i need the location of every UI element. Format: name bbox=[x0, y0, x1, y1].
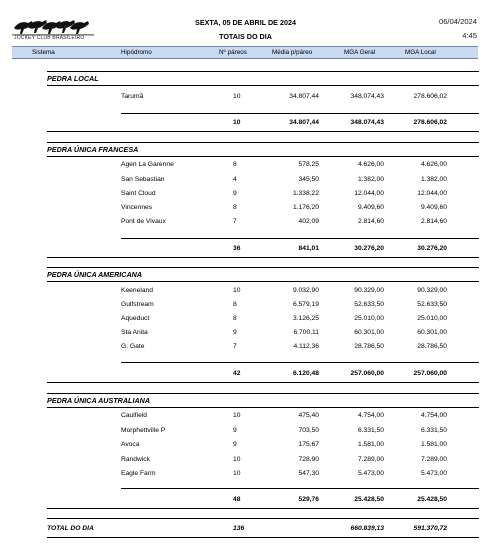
grand-total-local: 591.370,72 bbox=[413, 525, 447, 532]
race-count: 9 bbox=[233, 441, 237, 448]
track-name: G. Gate bbox=[121, 343, 145, 350]
table-row bbox=[0, 441, 491, 453]
mga-geral-value: 52.633,50 bbox=[354, 301, 384, 308]
section-total-row bbox=[0, 245, 491, 257]
table-row bbox=[0, 412, 491, 424]
race-count: 9 bbox=[233, 190, 237, 197]
table-row bbox=[0, 343, 491, 355]
divider-line bbox=[47, 257, 479, 258]
average-per-race: 475,40 bbox=[298, 412, 319, 419]
track-name: Avoca bbox=[121, 441, 140, 448]
mga-local-value: 2.814,60 bbox=[420, 218, 447, 225]
track-name: Morphettville P bbox=[121, 427, 166, 434]
race-count: 42 bbox=[233, 370, 241, 377]
table-row bbox=[0, 315, 491, 327]
report-date: 06/04/2024 bbox=[438, 17, 477, 26]
mga-local-value: 6.331,50 bbox=[420, 427, 447, 434]
average-per-race: 345,50 bbox=[298, 176, 319, 183]
divider-line bbox=[47, 518, 479, 519]
mga-geral-value: 348.074,43 bbox=[350, 119, 384, 126]
col-sistema: Sistema bbox=[32, 49, 55, 56]
average-per-race: 6.700,11 bbox=[293, 329, 319, 336]
average-per-race: 6.579,19 bbox=[292, 301, 319, 308]
table-row bbox=[0, 456, 491, 468]
track-name: Tarumã bbox=[121, 93, 144, 100]
divider-line bbox=[47, 393, 479, 394]
race-count: 36 bbox=[233, 245, 241, 252]
track-name: Aqueduct bbox=[121, 315, 150, 322]
grand-total-geral: 660.839,13 bbox=[350, 525, 384, 532]
section-total-row bbox=[0, 496, 491, 508]
mga-geral-value: 4.626,00 bbox=[357, 161, 384, 168]
table-row bbox=[0, 427, 491, 439]
race-count: 9 bbox=[233, 329, 237, 336]
divider-line bbox=[47, 142, 479, 143]
average-per-race: 3.126,25 bbox=[292, 315, 319, 322]
table-row bbox=[0, 190, 491, 202]
race-count: 10 bbox=[233, 287, 241, 294]
track-name: San Sebastian bbox=[121, 176, 165, 183]
table-row bbox=[0, 161, 491, 173]
average-per-race: 9.032,90 bbox=[292, 287, 319, 294]
race-count: 7 bbox=[233, 218, 237, 225]
table-row bbox=[0, 93, 491, 105]
table-row bbox=[0, 218, 491, 230]
mga-geral-value: 2.814,60 bbox=[357, 218, 384, 225]
divider-line bbox=[47, 131, 479, 132]
track-name: Saint Cloud bbox=[121, 190, 156, 197]
average-per-race: 175,67 bbox=[298, 441, 319, 448]
report-subtitle: TOTAIS DO DIA bbox=[219, 32, 272, 41]
mga-local-value: 9.409,60 bbox=[420, 204, 447, 211]
mga-local-value: 30.276,20 bbox=[417, 245, 447, 252]
divider-line bbox=[121, 362, 479, 363]
mga-local-value: 257.060,00 bbox=[413, 370, 447, 377]
race-count: 10 bbox=[233, 456, 241, 463]
report-time: 4:45 bbox=[462, 31, 477, 40]
section-title: PEDRA ÚNICA AUSTRALIANA bbox=[47, 396, 151, 405]
divider-line bbox=[47, 407, 479, 408]
col-mga-geral: MGA Geral bbox=[344, 49, 376, 56]
mga-geral-value: 7.289,00 bbox=[357, 456, 384, 463]
track-name: Vincennes bbox=[121, 204, 153, 211]
track-name: Agen La Garenne bbox=[121, 161, 174, 168]
col-n-pareos: Nº páreos bbox=[219, 49, 247, 56]
grand-total-label: TOTAL DO DIA bbox=[47, 525, 94, 532]
race-count: 10 bbox=[233, 93, 241, 100]
average-per-race: 1.176,20 bbox=[292, 204, 319, 211]
average-per-race: 578,25 bbox=[298, 161, 319, 168]
table-row bbox=[0, 204, 491, 216]
mga-local-value: 4.754,00 bbox=[420, 412, 447, 419]
average-per-race: 547,30 bbox=[298, 470, 319, 477]
race-count: 8 bbox=[233, 315, 237, 322]
col-hipodromo: Hipódromo bbox=[121, 49, 152, 56]
mga-local-value: 12.044,00 bbox=[417, 190, 447, 197]
mga-local-value: 278.606,02 bbox=[413, 93, 447, 100]
mga-geral-value: 90.329,00 bbox=[354, 287, 384, 294]
divider-line bbox=[47, 281, 479, 282]
table-row bbox=[0, 301, 491, 313]
track-name: Gulfstream bbox=[121, 301, 154, 308]
mga-geral-value: 25.010,00 bbox=[354, 315, 384, 322]
mga-geral-value: 6.331,50 bbox=[357, 427, 384, 434]
divider-line bbox=[47, 85, 479, 86]
mga-local-value: 278.606,02 bbox=[413, 119, 447, 126]
col-mga-local: MGA Local bbox=[405, 49, 436, 56]
track-name: Caulfield bbox=[121, 412, 148, 419]
mga-local-value: 1.382,00 bbox=[420, 176, 447, 183]
race-count: 8 bbox=[233, 204, 237, 211]
race-count: 8 bbox=[233, 301, 237, 308]
track-name: Eagle Farm bbox=[121, 470, 156, 477]
mga-geral-value: 28.786,50 bbox=[354, 343, 384, 350]
grand-total-count: 136 bbox=[233, 525, 245, 532]
average-per-race: 529,76 bbox=[298, 496, 319, 503]
report-title: SEXTA, 05 DE ABRIL DE 2024 bbox=[195, 18, 296, 27]
mga-geral-value: 5.473,00 bbox=[357, 470, 384, 477]
table-row bbox=[0, 470, 491, 482]
track-name: Keeneland bbox=[121, 287, 153, 294]
divider-line bbox=[47, 382, 479, 383]
table-row bbox=[0, 287, 491, 299]
logo-label: JOCKEY CLUB BRASILEIRO bbox=[14, 35, 85, 41]
divider-line bbox=[121, 488, 479, 489]
section-title: PEDRA ÚNICA AMERICANA bbox=[47, 270, 143, 279]
track-name: Sta Anita bbox=[121, 329, 148, 336]
track-name: Randwick bbox=[121, 456, 150, 463]
divider-line bbox=[47, 267, 479, 268]
average-per-race: 728,90 bbox=[298, 456, 319, 463]
mga-geral-value: 60.301,00 bbox=[354, 329, 384, 336]
mga-geral-value: 1.581,00 bbox=[357, 441, 384, 448]
mga-local-value: 28.786,50 bbox=[417, 343, 447, 350]
table-row bbox=[0, 329, 491, 341]
divider-line bbox=[47, 71, 479, 72]
average-per-race: 1.338,22 bbox=[292, 190, 319, 197]
mga-local-value: 5.473,00 bbox=[420, 470, 447, 477]
mga-local-value: 4.626,00 bbox=[420, 161, 447, 168]
mga-local-value: 52.633,50 bbox=[417, 301, 447, 308]
mga-geral-value: 257.060,00 bbox=[350, 370, 384, 377]
mga-geral-value: 12.044,00 bbox=[354, 190, 384, 197]
mga-local-value: 25.428,50 bbox=[417, 496, 447, 503]
race-count: 10 bbox=[233, 470, 241, 477]
grand-total-row bbox=[0, 525, 491, 537]
mga-geral-value: 348.074,43 bbox=[350, 93, 384, 100]
divider-line bbox=[121, 113, 479, 114]
average-per-race: 402,09 bbox=[298, 218, 319, 225]
average-per-race: 34.807,44 bbox=[289, 93, 319, 100]
race-count: 10 bbox=[233, 412, 241, 419]
race-count: 8 bbox=[233, 161, 237, 168]
mga-geral-value: 9.409,60 bbox=[357, 204, 384, 211]
mga-geral-value: 1.382,00 bbox=[357, 176, 384, 183]
race-count: 9 bbox=[233, 427, 237, 434]
divider-line bbox=[47, 508, 479, 509]
average-per-race: 703,50 bbox=[298, 427, 319, 434]
section-total-row bbox=[0, 370, 491, 382]
section-title: PEDRA ÚNICA FRANCESA bbox=[47, 145, 139, 154]
race-count: 7 bbox=[233, 343, 237, 350]
column-header-bar bbox=[12, 46, 478, 59]
mga-geral-value: 25.428,50 bbox=[354, 496, 384, 503]
average-per-race: 4.112,36 bbox=[293, 343, 319, 350]
race-count: 4 bbox=[233, 176, 237, 183]
divider-line bbox=[121, 238, 479, 239]
section-title: PEDRA LOCAL bbox=[47, 74, 99, 83]
col-media: Média p/páreo bbox=[272, 49, 313, 56]
section-total-row bbox=[0, 119, 491, 131]
mga-local-value: 90.329,00 bbox=[417, 287, 447, 294]
divider-line bbox=[47, 156, 479, 157]
average-per-race: 841,01 bbox=[298, 245, 319, 252]
mga-local-value: 60.301,00 bbox=[417, 329, 447, 336]
mga-geral-value: 30.276,20 bbox=[354, 245, 384, 252]
average-per-race: 6.120,48 bbox=[292, 370, 319, 377]
mga-local-value: 25.010,00 bbox=[417, 315, 447, 322]
race-count: 10 bbox=[233, 119, 241, 126]
race-count: 48 bbox=[233, 496, 241, 503]
divider-line bbox=[47, 537, 479, 538]
mga-local-value: 1.581,00 bbox=[420, 441, 447, 448]
mga-local-value: 7.289,00 bbox=[420, 456, 447, 463]
table-row bbox=[0, 176, 491, 188]
mga-geral-value: 4.754,00 bbox=[357, 412, 384, 419]
average-per-race: 34.807,44 bbox=[289, 119, 319, 126]
track-name: Pont de Vivaux bbox=[121, 218, 166, 225]
